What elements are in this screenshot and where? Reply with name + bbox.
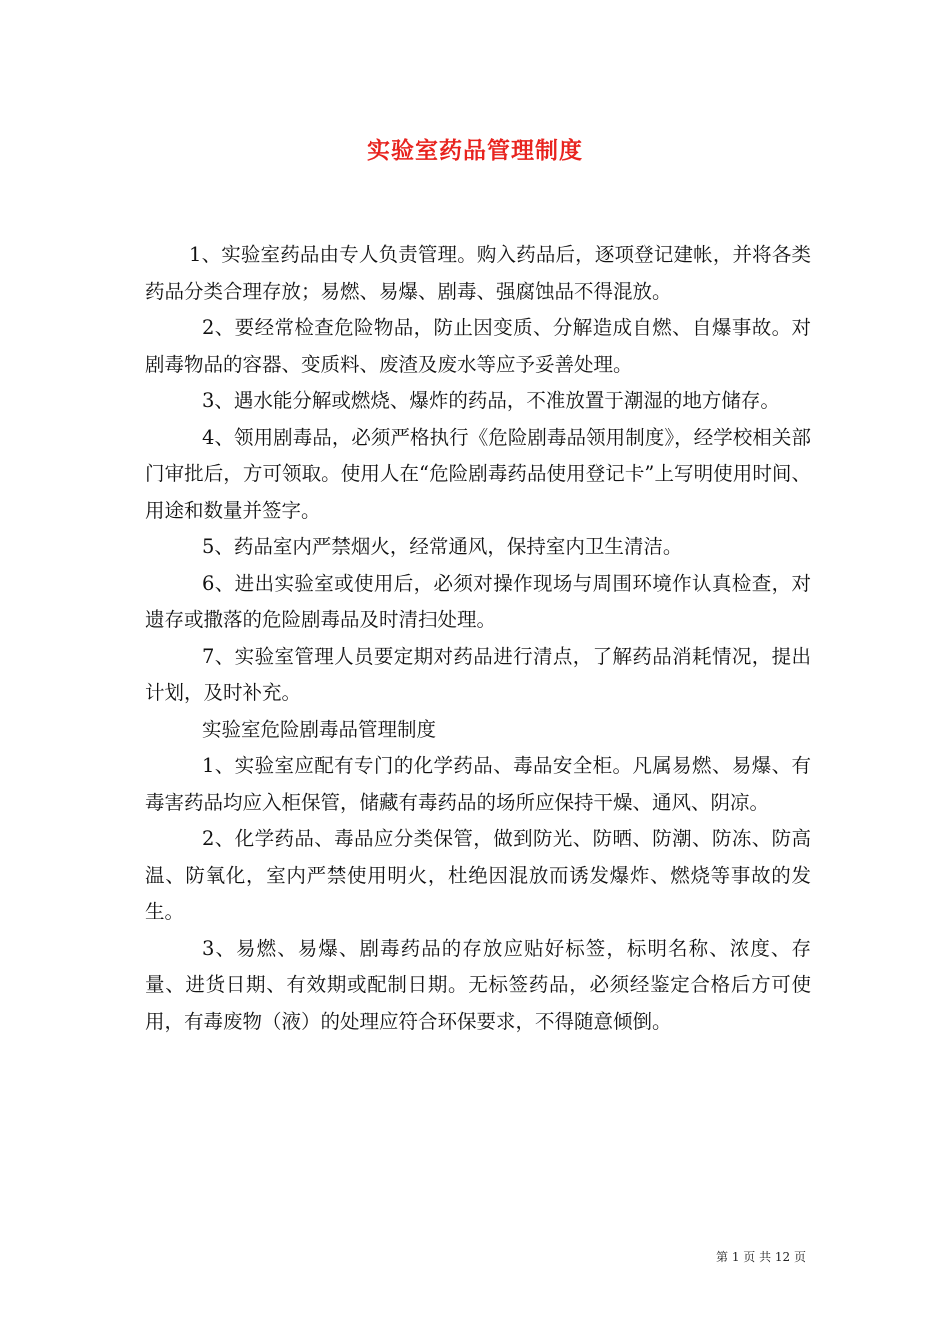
document-title: 实验室药品管理制度: [367, 137, 583, 164]
paragraph-10: 3、易燃、易爆、剧毒药品的存放应贴好标签，标明名称、浓度、存量、进货日期、有效期或配制日期。无标签药品，必须经鉴定合格后方可使用，有毒废物（液）的处理应符合环保要求，不得随意倾倒。: [145, 936, 811, 1033]
paragraph-7: 7、实验室管理人员要定期对药品进行清点，了解药品消耗情况，提出计划，及时补充。: [145, 644, 811, 704]
paragraph-6: 6、进出实验室或使用后，必须对操作现场与周围环境作认真检查，对遗存或撒落的危险剧毒品及时清扫处理。: [145, 571, 811, 631]
section-heading: 实验室危险剧毒品管理制度: [202, 717, 437, 741]
paragraph-5: 5、药品室内严禁烟火，经常通风，保持室内卫生清洁。: [202, 535, 683, 558]
paragraph-4: 4、领用剧毒品，必须严格执行《危险剧毒品领用制度》，经学校相关部门审批后，方可领取。使用人在“危险剧毒药品使用登记卡”上写明使用时间、用途和数量并签字。: [145, 425, 811, 522]
paragraph-2: 2、要经常检查危险物品，防止因变质、分解造成自燃、自爆事故。对剧毒物品的容器、变质料、废渣及废水等应予妥善处理。: [145, 316, 811, 376]
paragraph-8: 1、实验室应配有专门的化学药品、毒品安全柜。凡属易燃、易爆、有毒害药品均应入柜保管，储藏有毒药品的场所应保持干燥、通风、阴凉。: [145, 754, 811, 814]
paragraph-3: 3、遇水能分解或燃烧、爆炸的药品，不准放置于潮湿的地方储存。: [202, 389, 780, 412]
document-body: [145, 237, 811, 1040]
paragraph-1: 1、实验室药品由专人负责管理。购入药品后，逐项登记建帐，并将各类药品分类合理存放；易燃、易爆、剧毒、强腐蚀品不得混放。: [145, 243, 811, 303]
page-number: 第 1 页 共 12 页: [716, 1250, 806, 1264]
paragraph-9: 2、化学药品、毒品应分类保管，做到防光、防晒、防潮、防冻、防高温、防氧化，室内严禁使用明火，杜绝因混放而诱发爆炸、燃烧等事故的发生。: [145, 827, 811, 923]
